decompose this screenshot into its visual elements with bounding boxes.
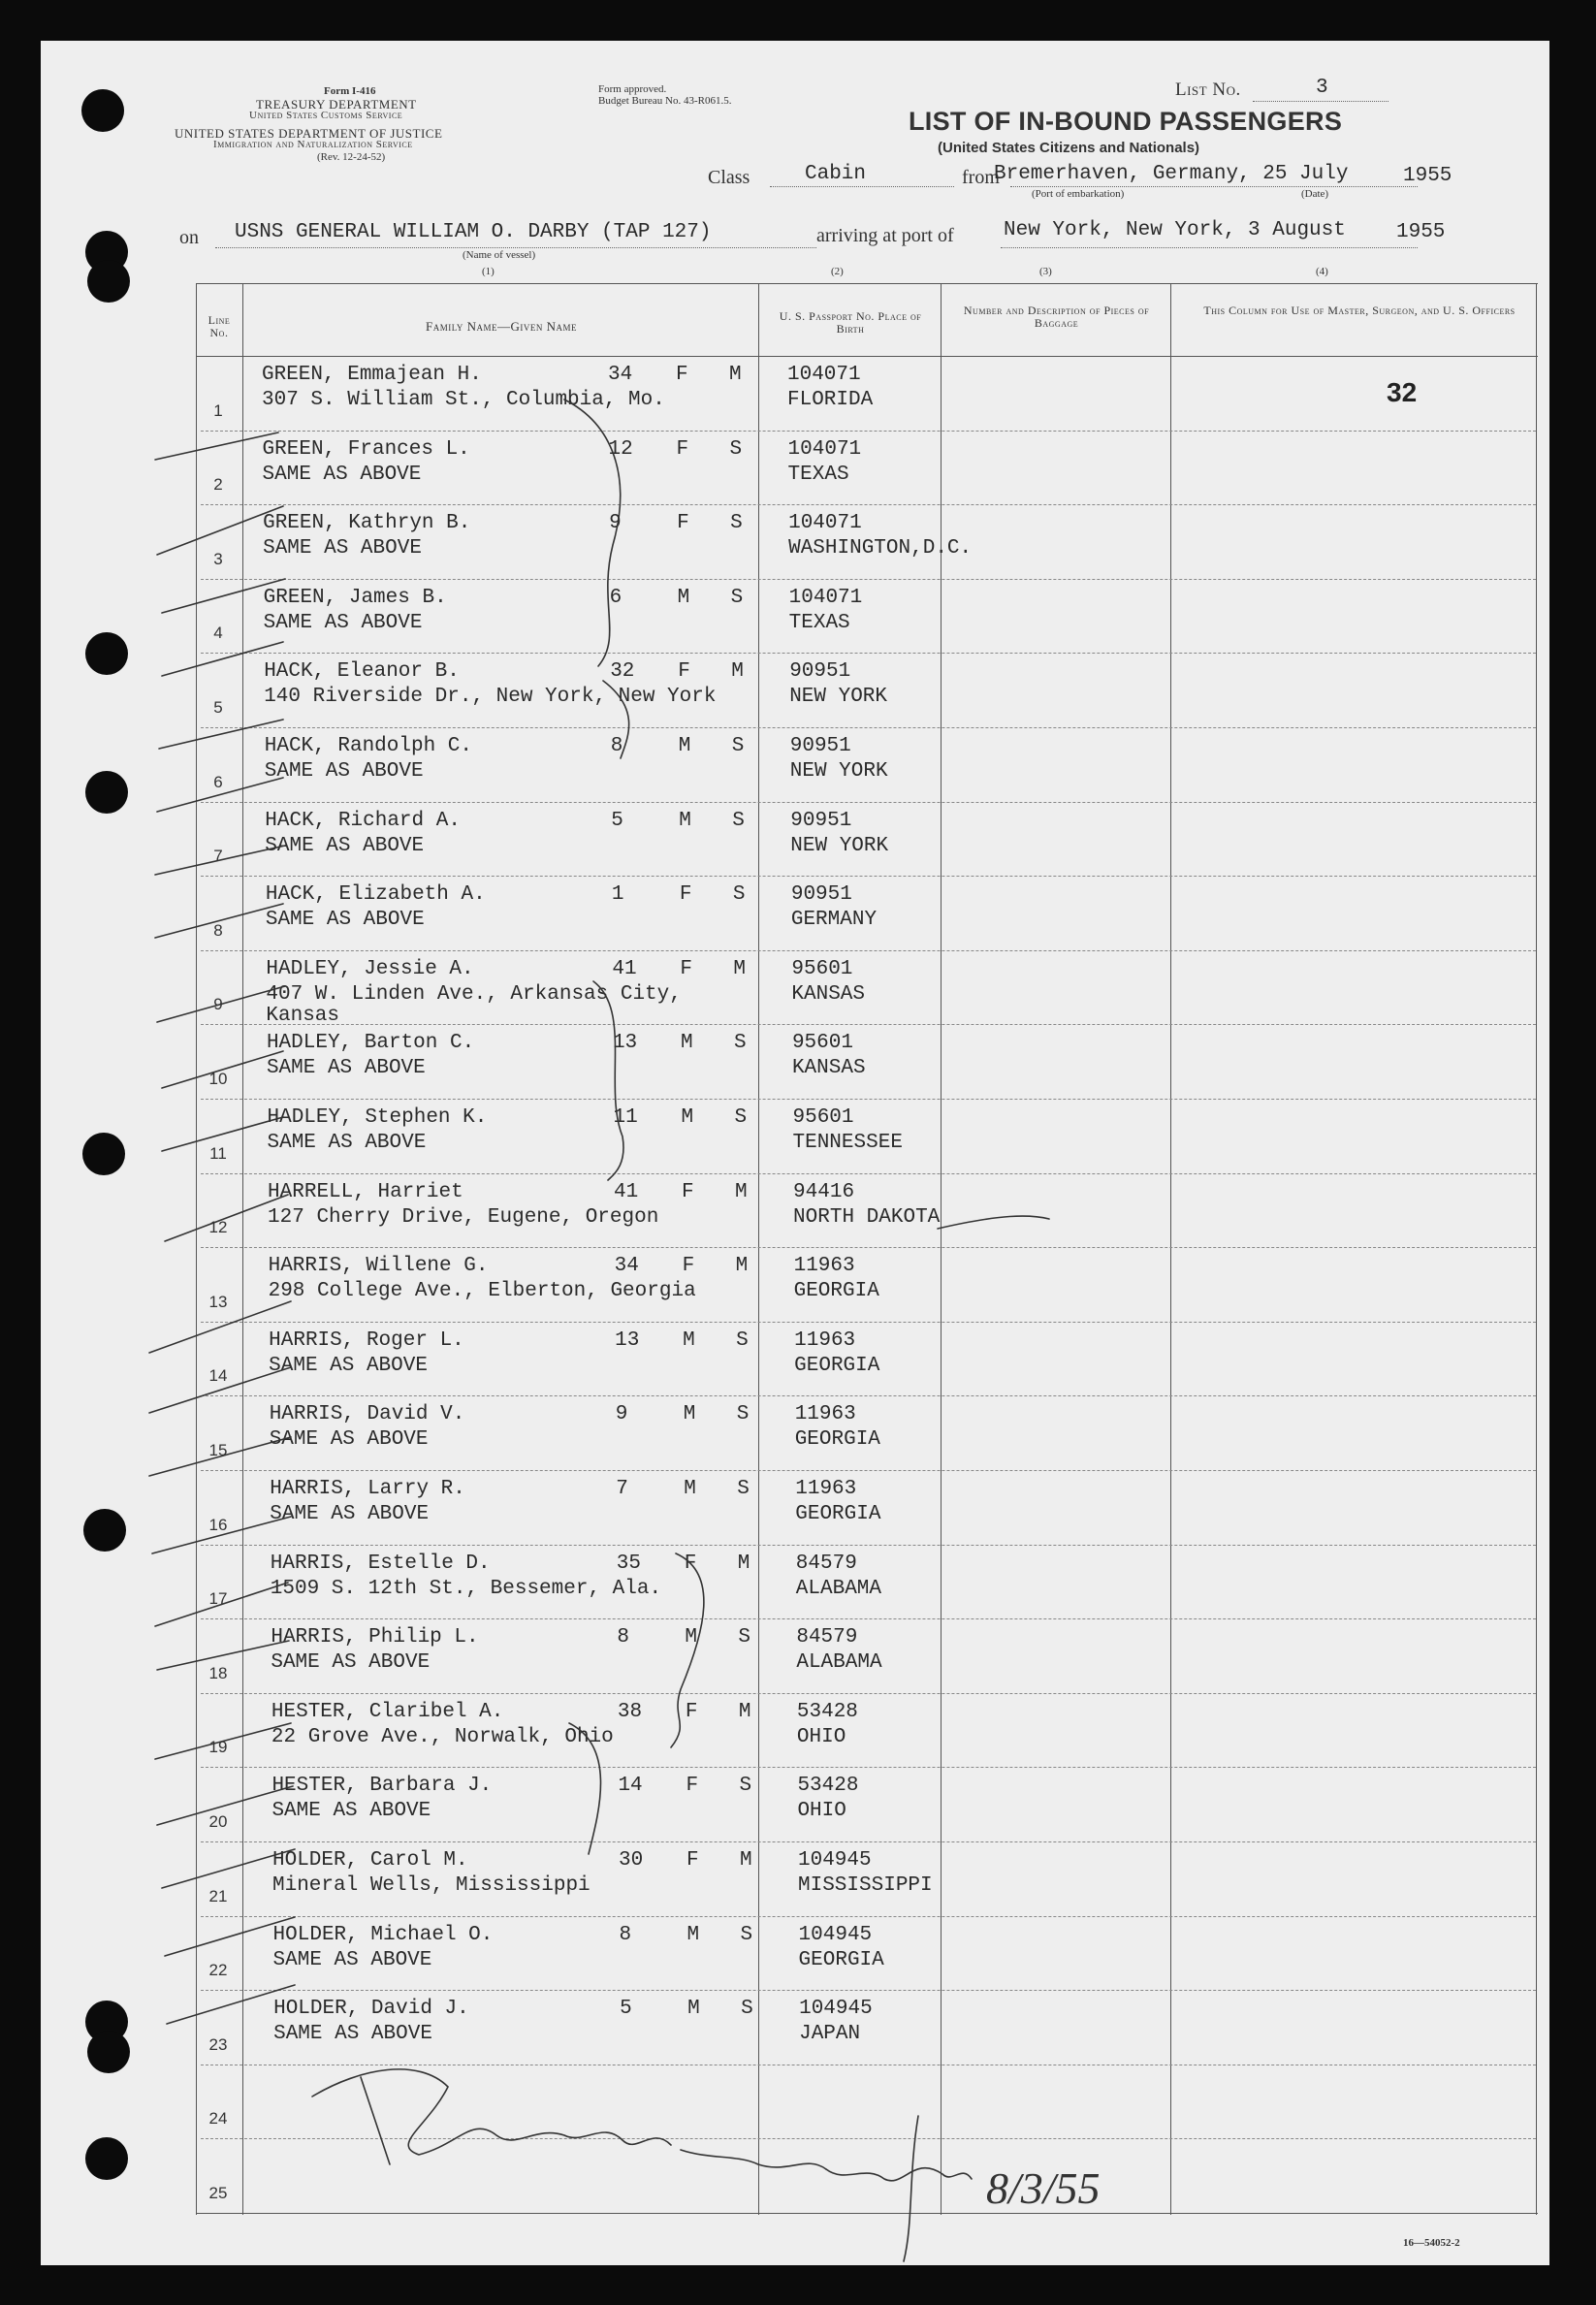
punch-hole	[85, 771, 128, 814]
vessel-name: USNS GENERAL WILLIAM O. DARBY (TAP 127)	[235, 221, 712, 243]
passenger-address: 127 Cherry Drive, Eugene, Oregon	[268, 1205, 659, 1229]
from-label: from	[962, 167, 1000, 188]
passenger-name: HOLDER, David J.	[273, 1998, 469, 2021]
passenger-marital-status: S	[729, 437, 743, 461]
passenger-name: HACK, Randolph C.	[264, 735, 472, 757]
passenger-name: HARRIS, Estelle D.	[270, 1552, 491, 1575]
class-value: Cabin	[805, 163, 867, 185]
passport-number: 11963	[795, 1478, 857, 1500]
passport-number: 95601	[791, 1032, 853, 1055]
passport-number: 90951	[789, 660, 851, 684]
port-caption: (Port of embarkation)	[1032, 188, 1125, 200]
passenger-address: SAME AS ABOVE	[263, 611, 423, 634]
header-baggage: Number and Description of Pieces of Baggage	[963, 304, 1150, 330]
passenger-age: 32	[610, 660, 635, 684]
passenger-marital-status: S	[731, 735, 745, 757]
passenger-marital-status: S	[732, 809, 745, 832]
handwriting-marks	[41, 41, 1549, 2265]
passenger-name: HARRIS, Willene G.	[268, 1255, 489, 1278]
place-of-birth: NEW YORK	[789, 760, 888, 783]
passenger-sex: M	[678, 735, 691, 757]
passenger-marital-status: S	[736, 1403, 750, 1426]
passenger-marital-status: S	[740, 1923, 753, 1946]
passenger-name: GREEN, Frances L.	[262, 437, 470, 461]
passport-number: 104071	[787, 437, 862, 461]
line-number: 24	[208, 2109, 228, 2129]
passenger-sex: M	[683, 1329, 695, 1352]
passenger-sex: F	[682, 1180, 694, 1203]
line-number: 9	[213, 995, 223, 1014]
place-of-birth: GEORGIA	[798, 1948, 884, 1971]
line-number: 12	[208, 1218, 228, 1237]
line-number: 11	[209, 1143, 227, 1163]
passenger-address: SAME AS ABOVE	[264, 760, 424, 783]
passenger-name: HARRELL, Harriet	[268, 1180, 463, 1203]
punch-hole	[85, 2137, 128, 2180]
passenger-marital-status: M	[740, 1849, 752, 1872]
passenger-age: 34	[614, 1255, 639, 1278]
place-of-birth: GEORGIA	[793, 1280, 879, 1303]
place-of-birth: WASHINGTON,D.C.	[788, 537, 973, 560]
passenger-sex: M	[687, 1998, 700, 2021]
punch-hole	[85, 632, 128, 675]
passenger-name: HADLEY, Barton C.	[266, 1032, 475, 1055]
line-number: 1	[213, 400, 223, 420]
arrival-year: 1955	[1396, 221, 1446, 243]
col-number-2: (2)	[831, 266, 844, 277]
document-page	[41, 41, 1549, 2265]
place-of-birth: OHIO	[797, 1800, 846, 1823]
passenger-age: 5	[620, 1998, 632, 2021]
passenger-marital-status: S	[733, 1032, 747, 1055]
passenger-sex: F	[678, 660, 690, 684]
passenger-address: SAME AS ABOVE	[273, 2023, 432, 2046]
place-of-birth: ALABAMA	[795, 1577, 882, 1600]
form-title: LIST OF IN-BOUND PASSENGERS	[909, 107, 1343, 136]
passenger-address: SAME AS ABOVE	[270, 1503, 430, 1525]
place-of-birth: GEORGIA	[794, 1354, 880, 1377]
passenger-age: 13	[615, 1329, 640, 1352]
passport-number: 53428	[796, 1700, 858, 1723]
passenger-marital-status: S	[732, 883, 746, 907]
passenger-age: 35	[616, 1552, 642, 1575]
passenger-sex: M	[684, 1478, 696, 1500]
passenger-age: 9	[609, 512, 622, 535]
passenger-sex: M	[680, 1032, 693, 1055]
place-of-birth: KANSAS	[791, 1057, 866, 1080]
passenger-marital-status: M	[737, 1552, 750, 1575]
list-no-value: 3	[1316, 77, 1328, 99]
passenger-address: 22 Grove Ave., Norwalk, Ohio	[271, 1725, 614, 1748]
passenger-age: 41	[614, 1180, 639, 1203]
embarkation-year: 1955	[1403, 165, 1452, 187]
class-label: Class	[708, 167, 750, 188]
passenger-age: 34	[608, 364, 633, 386]
passenger-sex: F	[686, 1775, 699, 1798]
passenger-name: HADLEY, Jessie A.	[266, 957, 474, 980]
passenger-name: HESTER, Barbara J.	[271, 1775, 493, 1798]
passport-number: 11963	[794, 1329, 856, 1352]
passport-number: 11963	[794, 1403, 856, 1426]
passenger-address: 298 College Ave., Elberton, Georgia	[268, 1280, 696, 1303]
revision: (Rev. 12-24-52)	[317, 151, 386, 163]
passenger-age: 38	[617, 1700, 643, 1723]
passenger-marital-status: S	[730, 586, 744, 609]
passenger-marital-status: M	[729, 364, 742, 386]
place-of-birth: GEORGIA	[795, 1503, 881, 1525]
passenger-address: 1509 S. 12th St., Bessemer, Ala.	[270, 1577, 662, 1600]
passenger-marital-status: S	[738, 1626, 750, 1649]
passenger-age: 8	[619, 1923, 632, 1946]
punch-hole	[82, 1133, 125, 1175]
line-number: 6	[213, 772, 223, 791]
passenger-marital-status: S	[737, 1478, 750, 1500]
place-of-birth: JAPAN	[799, 2023, 861, 2046]
passport-number: 90951	[790, 883, 852, 907]
passenger-name: HACK, Richard A.	[265, 809, 461, 832]
dept-immigration: Immigration and Naturalization Service	[213, 139, 413, 150]
col-number-3: (3)	[1039, 266, 1052, 277]
form-approved: Form approved.	[598, 83, 667, 95]
header-name: Family Name—Given Name	[426, 319, 577, 334]
passenger-address: 407 W. Linden Ave., Arkansas City,	[266, 982, 682, 1006]
passenger-name: HOLDER, Carol M.	[272, 1849, 468, 1872]
passenger-age: 12	[608, 437, 633, 461]
passport-number: 104071	[788, 586, 863, 609]
passenger-name: HARRIS, Roger L.	[269, 1329, 464, 1352]
passenger-marital-status: M	[733, 957, 746, 980]
passport-number: 84579	[796, 1626, 858, 1649]
passenger-sex: F	[680, 957, 692, 980]
passport-number: 94416	[793, 1180, 855, 1203]
passport-number: 90951	[789, 735, 851, 757]
line-number: 17	[208, 1589, 228, 1609]
passenger-sex: M	[686, 1923, 700, 1946]
passenger-address: SAME AS ABOVE	[269, 1428, 429, 1452]
passenger-name: HARRIS, David V.	[269, 1403, 465, 1426]
passenger-age: 41	[612, 957, 637, 980]
header-passport: U. S. Passport No. Place of Birth	[779, 309, 922, 336]
passenger-sex: M	[685, 1626, 697, 1649]
place-of-birth: MISSISSIPPI	[798, 1874, 933, 1897]
form-number: Form I-416	[324, 85, 376, 97]
passenger-name: HARRIS, Philip L.	[271, 1626, 479, 1649]
dept-customs: United States Customs Service	[249, 110, 403, 121]
place-of-birth: KANSAS	[791, 982, 866, 1006]
passenger-name: GREEN, Kathryn B.	[263, 512, 471, 535]
place-of-birth: OHIO	[796, 1725, 846, 1748]
passport-number: 104071	[787, 364, 861, 386]
passenger-sex: M	[679, 809, 691, 832]
passport-number: 104071	[788, 512, 862, 535]
place-of-birth: TEXAS	[787, 463, 849, 486]
passenger-age: 5	[611, 809, 623, 832]
passenger-sex: M	[681, 1106, 694, 1129]
punch-hole	[87, 2031, 130, 2073]
passenger-address: Mineral Wells, Mississippi	[272, 1874, 591, 1897]
passenger-age: 6	[609, 586, 622, 609]
passenger-sex: F	[679, 883, 692, 907]
passenger-age: 8	[610, 735, 623, 757]
passport-number: 11963	[793, 1255, 855, 1278]
passenger-name: HADLEY, Stephen K.	[267, 1106, 488, 1129]
dept-justice: UNITED STATES DEPARTMENT OF JUSTICE	[175, 126, 443, 141]
passport-number: 95601	[792, 1106, 854, 1129]
passenger-address: SAME AS ABOVE	[262, 463, 422, 486]
punch-hole	[83, 1509, 126, 1552]
line-number: 5	[213, 698, 223, 717]
line-number: 2	[213, 475, 223, 495]
on-label: on	[179, 227, 199, 248]
place-of-birth: FLORIDA	[787, 389, 874, 411]
place-of-birth: NEW YORK	[789, 686, 888, 709]
passenger-age: 13	[612, 1032, 638, 1055]
line-number: 16	[208, 1515, 228, 1534]
line-number: 21	[208, 1886, 228, 1905]
passenger-address-line2: Kansas	[266, 1004, 340, 1027]
place-of-birth: TENNESSEE	[792, 1132, 903, 1154]
punch-hole	[81, 89, 124, 132]
passenger-address: SAME AS ABOVE	[269, 1354, 428, 1377]
passenger-age: 30	[619, 1849, 644, 1872]
passport-number: 95601	[791, 957, 853, 980]
passenger-age: 14	[618, 1775, 643, 1798]
line-number: 8	[213, 920, 223, 940]
line-number: 3	[213, 549, 223, 568]
place-of-birth: ALABAMA	[796, 1651, 882, 1675]
passenger-sex: M	[683, 1403, 696, 1426]
passenger-sex: F	[685, 1700, 698, 1723]
passenger-address: SAME AS ABOVE	[272, 1948, 432, 1971]
passenger-age: 7	[616, 1478, 628, 1500]
passenger-address: 140 Riverside Dr., New York, New York	[264, 686, 717, 709]
passenger-marital-status: M	[735, 1180, 748, 1203]
passenger-address: SAME AS ABOVE	[267, 1132, 427, 1154]
line-number: 19	[208, 1738, 228, 1757]
dept-treasury: TREASURY DEPARTMENT	[256, 97, 417, 112]
line-number: 20	[208, 1812, 228, 1831]
place-of-birth: NEW YORK	[790, 834, 889, 857]
embarkation-value: Bremerhaven, Germany, 25 July	[994, 163, 1349, 185]
budget-bureau: Budget Bureau No. 43-R061.5.	[598, 95, 732, 107]
passenger-name: GREEN, James B.	[263, 586, 447, 609]
passenger-name: HESTER, Claribel A.	[271, 1700, 504, 1723]
line-number: 18	[208, 1663, 228, 1682]
passenger-marital-status: S	[736, 1329, 749, 1352]
passenger-marital-status: M	[731, 660, 744, 684]
line-number: 10	[208, 1070, 228, 1088]
place-of-birth: GEORGIA	[794, 1428, 880, 1452]
passenger-sex: F	[682, 1255, 695, 1278]
passenger-sex: F	[676, 364, 688, 386]
passport-number: 104945	[798, 1923, 873, 1946]
passenger-marital-status: S	[734, 1106, 748, 1129]
passenger-address: SAME AS ABOVE	[263, 537, 422, 560]
header-line-no: Line No.	[207, 313, 231, 339]
officers-note: 32	[1387, 377, 1418, 407]
passenger-address: SAME AS ABOVE	[266, 1057, 426, 1080]
passenger-address: 307 S. William St., Columbia, Mo.	[262, 389, 665, 411]
passenger-name: HARRIS, Larry R.	[270, 1478, 465, 1500]
line-number: 13	[208, 1292, 228, 1311]
col-number-4: (4)	[1316, 266, 1328, 277]
passenger-sex: F	[684, 1552, 697, 1575]
arriving-label: arriving at port of	[816, 225, 954, 246]
line-number: 4	[213, 624, 223, 643]
line-number: 25	[208, 2184, 228, 2202]
passenger-marital-status: M	[735, 1255, 749, 1278]
date-caption: (Date)	[1301, 188, 1329, 200]
passenger-name: GREEN, Emmajean H.	[262, 364, 482, 386]
passenger-name: HACK, Elizabeth A.	[265, 883, 486, 907]
vessel-caption: (Name of vessel)	[463, 249, 536, 261]
passport-number: 90951	[790, 809, 852, 832]
passenger-name: HACK, Eleanor B.	[264, 660, 460, 684]
passenger-sex: F	[676, 437, 689, 461]
passenger-marital-status: S	[730, 512, 743, 535]
passport-number: 104945	[799, 1998, 873, 2021]
passenger-age: 11	[613, 1106, 638, 1129]
header-officers: This Column for Use of Master, Surgeon, and U. S. Officers	[1203, 304, 1516, 317]
passenger-age: 9	[615, 1403, 628, 1426]
footer-code: 16—54052-2	[1403, 2237, 1460, 2249]
line-number: 15	[208, 1441, 228, 1459]
passport-number: 84579	[795, 1552, 857, 1575]
line-number: 14	[208, 1366, 228, 1386]
punch-hole	[87, 260, 130, 303]
passenger-marital-status: M	[738, 1700, 751, 1723]
arrival-port: New York, New York, 3 August	[1004, 219, 1346, 241]
signature-date: 8/3/55	[986, 2163, 1101, 2213]
passenger-marital-status: S	[739, 1775, 752, 1798]
line-number: 22	[208, 1961, 228, 1980]
passenger-address: SAME AS ABOVE	[271, 1651, 431, 1675]
list-no-label: List No.	[1175, 80, 1241, 100]
passenger-sex: F	[677, 512, 689, 535]
place-of-birth: TEXAS	[788, 611, 850, 634]
line-number: 7	[213, 847, 223, 866]
passenger-name: HOLDER, Michael O.	[272, 1923, 494, 1946]
passenger-sex: F	[686, 1849, 699, 1872]
passenger-address: SAME AS ABOVE	[265, 909, 425, 932]
place-of-birth: NORTH DAKOTA	[793, 1205, 941, 1229]
passport-number: 104945	[798, 1849, 872, 1872]
passport-number: 53428	[797, 1775, 859, 1798]
passenger-age: 8	[617, 1626, 629, 1649]
passenger-address: SAME AS ABOVE	[271, 1800, 431, 1823]
passenger-sex: M	[677, 586, 690, 609]
passenger-marital-status: S	[741, 1998, 753, 2021]
place-of-birth: GERMANY	[790, 909, 878, 932]
line-number: 23	[208, 2034, 228, 2054]
col-number-1: (1)	[482, 266, 495, 277]
form-subtitle: (United States Citizens and Nationals)	[938, 140, 1200, 156]
passenger-age: 1	[611, 883, 624, 907]
passenger-address: SAME AS ABOVE	[265, 834, 425, 857]
